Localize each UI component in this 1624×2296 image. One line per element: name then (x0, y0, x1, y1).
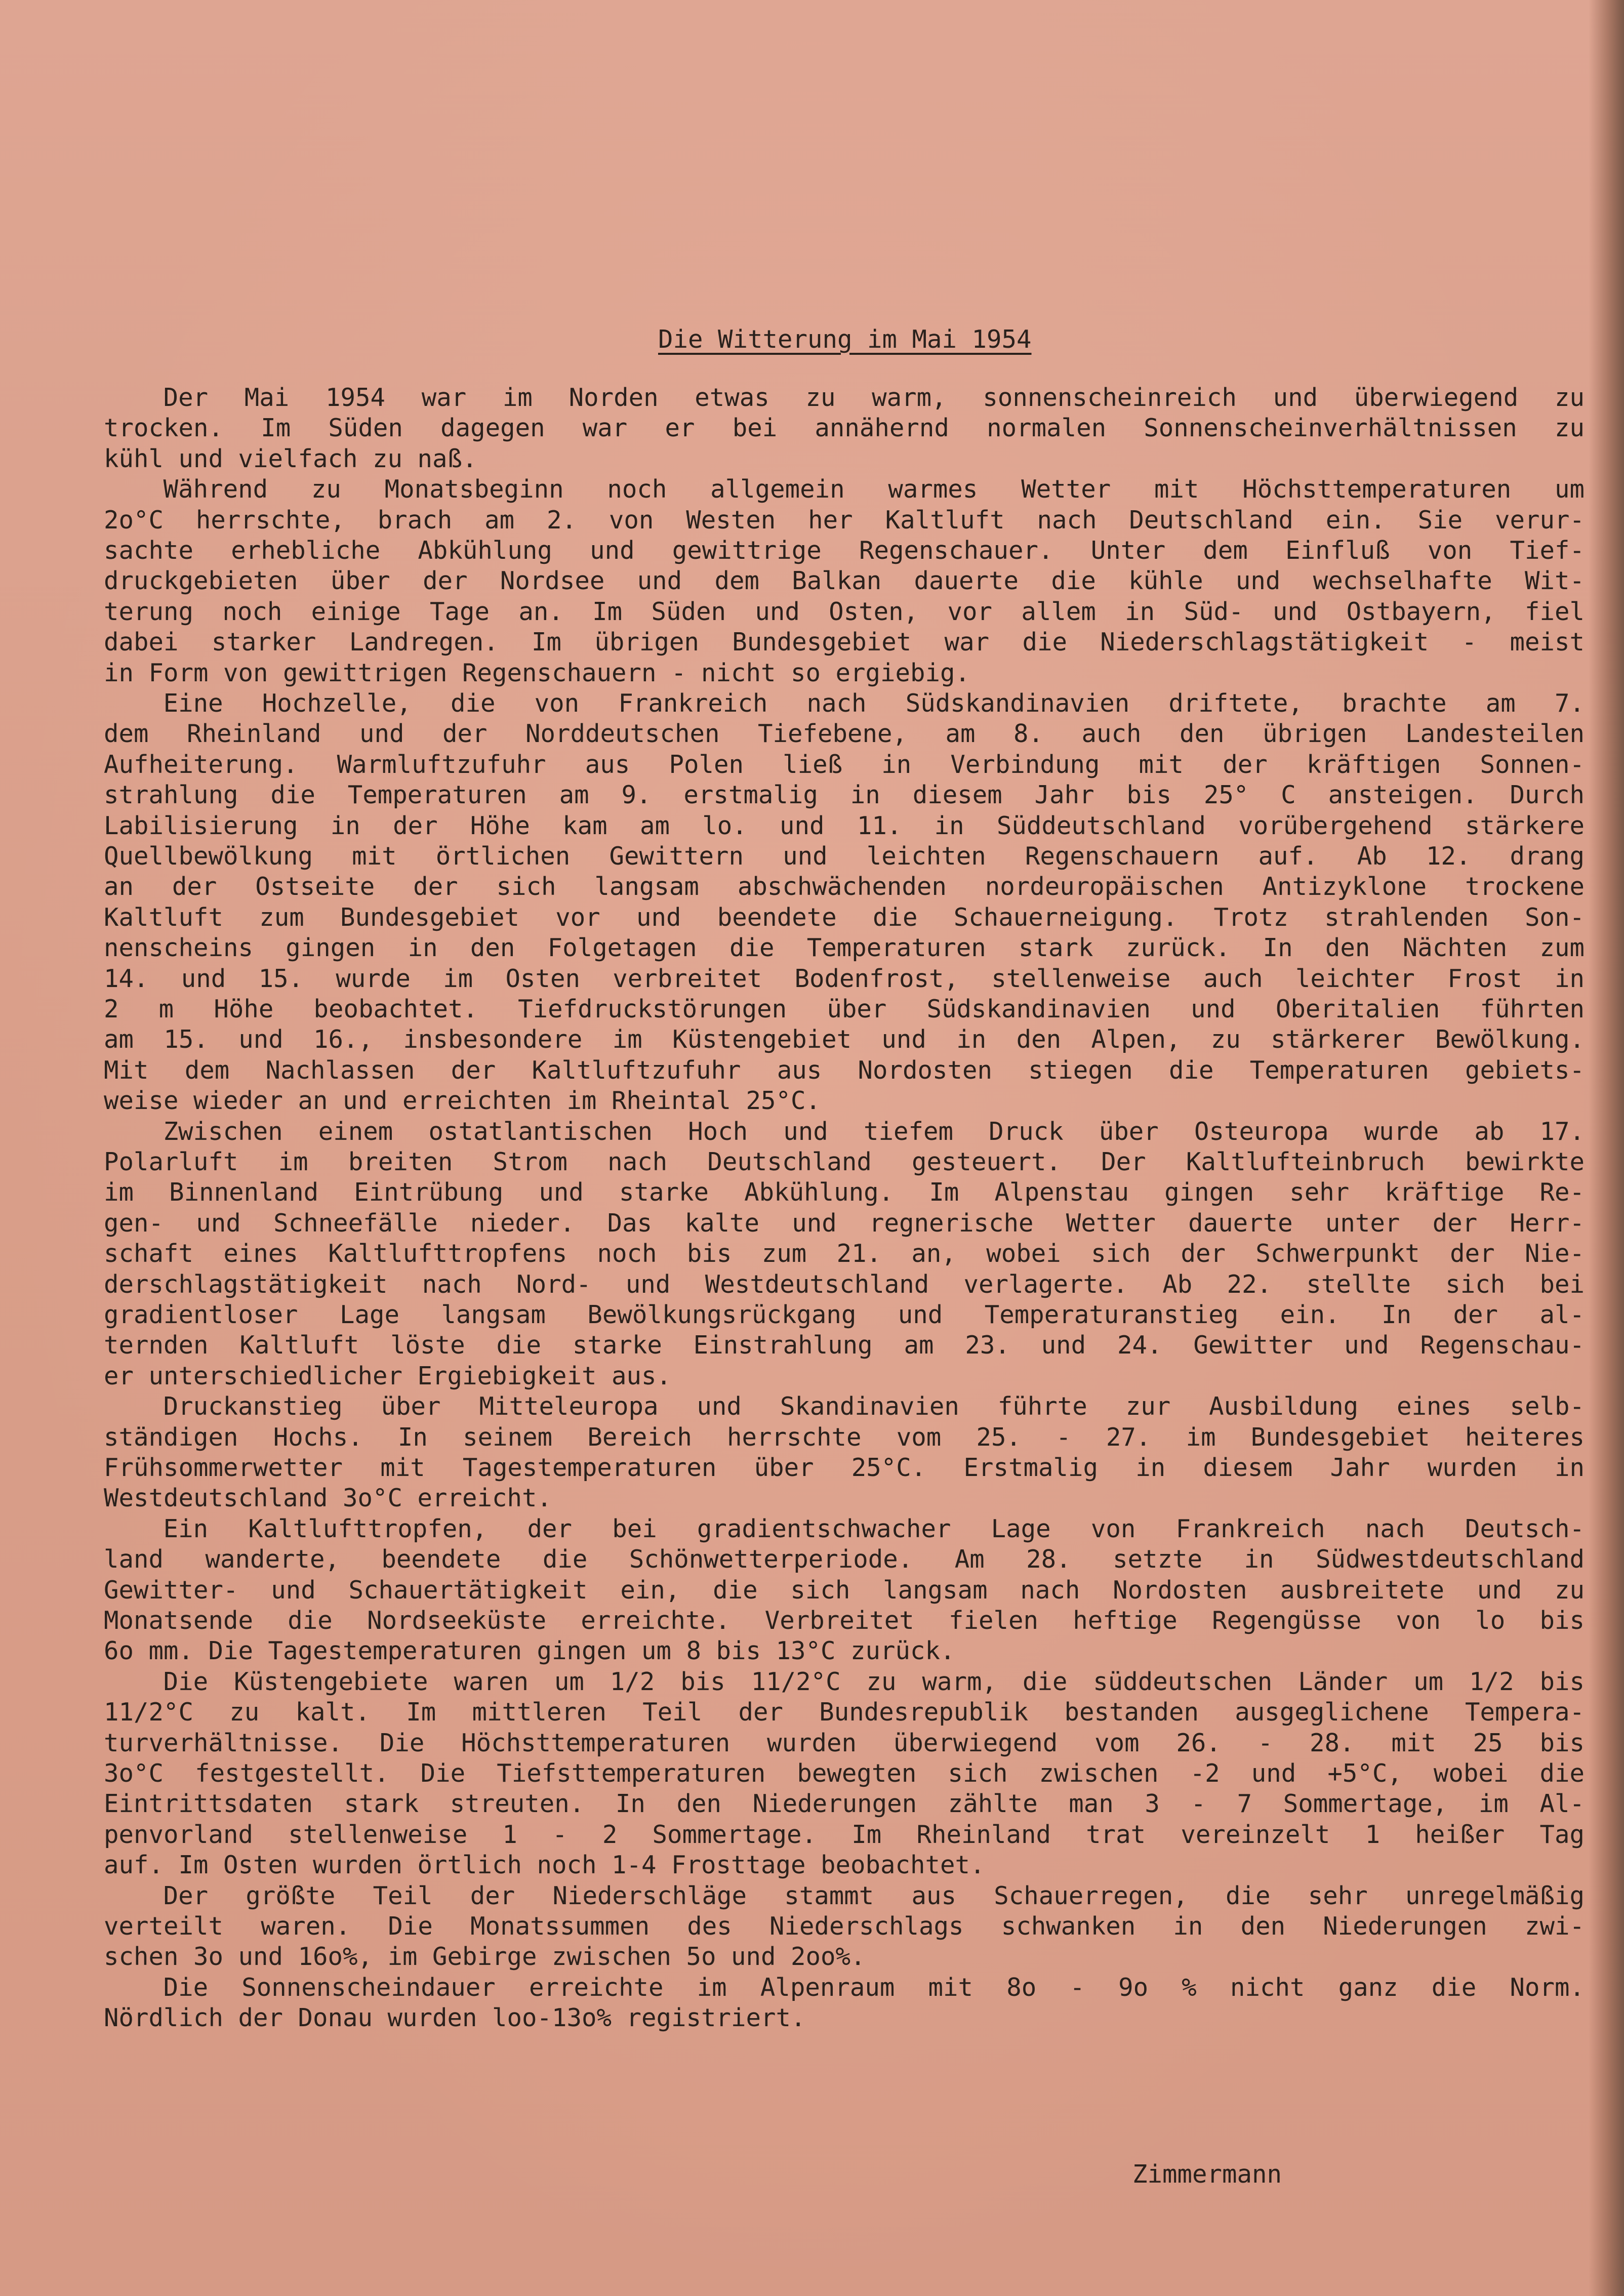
text-line: Monatsende die Nordseeküste erreichte. Verbreitet fielen heftige Regengüsse von lo bis (104, 1606, 1585, 1635)
text-line: 2 m Höhe beobachtet. Tiefdruckstörungen über Südskandinavien und Oberitalien führten (104, 995, 1585, 1023)
text-line: druckgebieten über der Nordsee und dem Balkan dauerte die kühle und wechselhafte Wit- (104, 566, 1585, 595)
text-line: trocken. Im Süden dagegen war er bei annähernd normalen Sonnenscheinverhältnissen zu (104, 414, 1585, 442)
text-line: Eine Hochzelle, die von Frankreich nach Südskandinavien driftete, brachte am 7. (163, 689, 1585, 718)
text-line: Eintrittsdaten stark streuten. In den Niederungen zählte man 3 - 7 Sommertage, im Al- (104, 1789, 1585, 1818)
text-line: Der größte Teil der Niederschläge stammt aus Schauerregen, die sehr unregelmäßig (163, 1881, 1585, 1910)
text-line: dem Rheinland und der Norddeutschen Tiefebene, am 8. auch den übrigen Landesteilen (104, 719, 1585, 748)
text-line: Labilisierung in der Höhe kam am lo. und 11. in Süddeutschland vorübergehend stärkere (104, 811, 1585, 840)
text-line: land wanderte, beendete die Schönwetterperiode. Am 28. setzte in Südwestdeutschland (104, 1545, 1585, 1574)
text-line: nenscheins gingen in den Folgetagen die Temperaturen stark zurück. In den Nächten zum (104, 933, 1585, 962)
text-line: Quellbewölkung mit örtlichen Gewittern und leichten Regenschauern auf. Ab 12. drang (104, 842, 1585, 871)
text-line: am 15. und 16., insbesondere im Küstengebiet und in den Alpen, zu stärkerer Bewölkung. (104, 1025, 1585, 1054)
page-edge-shadow (1589, 0, 1624, 2296)
text-line: terung noch einige Tage an. Im Süden und Osten, vor allem in Süd- und Ostbayern, fiel (104, 597, 1585, 626)
text-line: Polarluft im breiten Strom nach Deutschland gesteuert. Der Kaltlufteinbruch bewirkte (104, 1147, 1585, 1176)
text-line: Mit dem Nachlassen der Kaltluftzufuhr aus Nordosten stiegen die Temperaturen gebiets- (104, 1056, 1585, 1085)
text-line: Der Mai 1954 war im Norden etwas zu warm, sonnenscheinreich und überwiegend zu (163, 383, 1585, 412)
text-line: strahlung die Temperaturen am 9. erstmalig in diesem Jahr bis 25° C ansteigen. Durch (104, 781, 1585, 809)
text-line: ternden Kaltluft löste die starke Einstrahlung am 23. und 24. Gewitter und Regenschau- (104, 1331, 1585, 1360)
document-title: Die Witterung im Mai 1954 (658, 325, 1032, 354)
text-line: Gewitter- und Schauertätigkeit ein, die sich langsam nach Nordosten ausbreitete und zu (104, 1576, 1585, 1605)
text-line: 2o°C herrschte, brach am 2. von Westen her Kaltluft nach Deutschland ein. Sie verur- (104, 506, 1585, 535)
text-line: in Form von gewittrigen Regenschauern - nicht so ergiebig. (104, 659, 970, 687)
text-line: Aufheiterung. Warmluftzufuhr aus Polen ließ in Verbindung mit der kräftigen Sonnen- (104, 750, 1585, 779)
author-signature: Zimmermann (1132, 2160, 1282, 2189)
text-line: 11/2°C zu kalt. Im mittleren Teil der Bundesrepublik bestanden ausgeglichene Tempera- (104, 1698, 1585, 1727)
text-line: Nördlich der Donau wurden loo-13o% registriert. (104, 2003, 806, 2032)
text-line: turverhältnisse. Die Höchsttemperaturen wurden überwiegend vom 26. - 28. mit 25 bis (104, 1729, 1585, 1757)
text-line: er unterschiedlicher Ergiebigkeit aus. (104, 1362, 672, 1390)
text-line: 6o mm. Die Tagestemperaturen gingen um 8 bis 13°C zurück. (104, 1636, 955, 1665)
text-line: verteilt waren. Die Monatssummen des Niederschlags schwanken in den Niederungen zwi- (104, 1912, 1585, 1941)
text-line: 14. und 15. wurde im Osten verbreitet Bodenfrost, stellenweise auch leichter Frost in (104, 964, 1585, 993)
text-line: ständigen Hochs. In seinem Bereich herrschte vom 25. - 27. im Bundesgebiet heiteres (104, 1423, 1585, 1452)
text-line: weise wieder an und erreichten im Rheintal 25°C. (104, 1086, 821, 1115)
text-line: penvorland stellenweise 1 - 2 Sommertage. Im Rheinland trat vereinzelt 1 heißer Tag (104, 1820, 1585, 1849)
text-line: Druckanstieg über Mitteleuropa und Skandinavien führte zur Ausbildung eines selb- (163, 1392, 1585, 1421)
text-line: derschlagstätigkeit nach Nord- und Westdeutschland verlagerte. Ab 22. stellte sich bei (104, 1270, 1585, 1299)
text-line: dabei starker Landregen. Im übrigen Bundesgebiet war die Niederschlagstätigkeit - meist (104, 628, 1585, 657)
text-line: 3o°C festgestellt. Die Tiefsttemperaturen bewegten sich zwischen -2 und +5°C, wobei die (104, 1759, 1585, 1788)
text-line: Die Sonnenscheindauer erreichte im Alpenraum mit 8o - 9o % nicht ganz die Norm. (163, 1973, 1585, 2002)
text-line: Kaltluft zum Bundesgebiet vor und beendete die Schauerneigung. Trotz strahlenden Son- (104, 903, 1585, 932)
text-line: auf. Im Osten wurden örtlich noch 1-4 Frosttage beobachtet. (104, 1851, 985, 1879)
text-line: schen 3o und 16o%, im Gebirge zwischen 5o und 2oo%. (104, 1942, 866, 1971)
text-line: an der Ostseite der sich langsam abschwächenden nordeuropäischen Antizyklone trockene (104, 872, 1585, 901)
text-line: im Binnenland Eintrübung und starke Abkühlung. Im Alpenstau gingen sehr kräftige Re- (104, 1178, 1585, 1207)
text-line: Frühsommerwetter mit Tagestemperaturen über 25°C. Erstmalig in diesem Jahr wurden in (104, 1453, 1585, 1482)
text-line: schaft eines Kaltlufttropfens noch bis zum 21. an, wobei sich der Schwerpunkt der Nie- (104, 1239, 1585, 1268)
text-line: gen- und Schneefälle nieder. Das kalte und regnerische Wetter dauerte unter der Herr- (104, 1209, 1585, 1238)
text-line: kühl und vielfach zu naß. (104, 444, 477, 473)
text-line: sachte erhebliche Abkühlung und gewittrige Regenschauer. Unter dem Einfluß von Tief- (104, 536, 1585, 565)
text-line: Während zu Monatsbeginn noch allgemein warmes Wetter mit Höchsttemperaturen um (163, 475, 1585, 504)
text-line: Die Küstengebiete waren um 1/2 bis 11/2°C zu warm, die süddeutschen Länder um 1/2 bis (163, 1667, 1585, 1696)
text-line: Ein Kaltlufttropfen, der bei gradientschwacher Lage von Frankreich nach Deutsch- (163, 1514, 1585, 1543)
text-line: Westdeutschland 3o°C erreicht. (104, 1484, 552, 1512)
text-line: Zwischen einem ostatlantischen Hoch und tiefem Druck über Osteuropa wurde ab 17. (163, 1117, 1585, 1146)
text-line: gradientloser Lage langsam Bewölkungsrückgang und Temperaturanstieg ein. In der al- (104, 1300, 1585, 1329)
